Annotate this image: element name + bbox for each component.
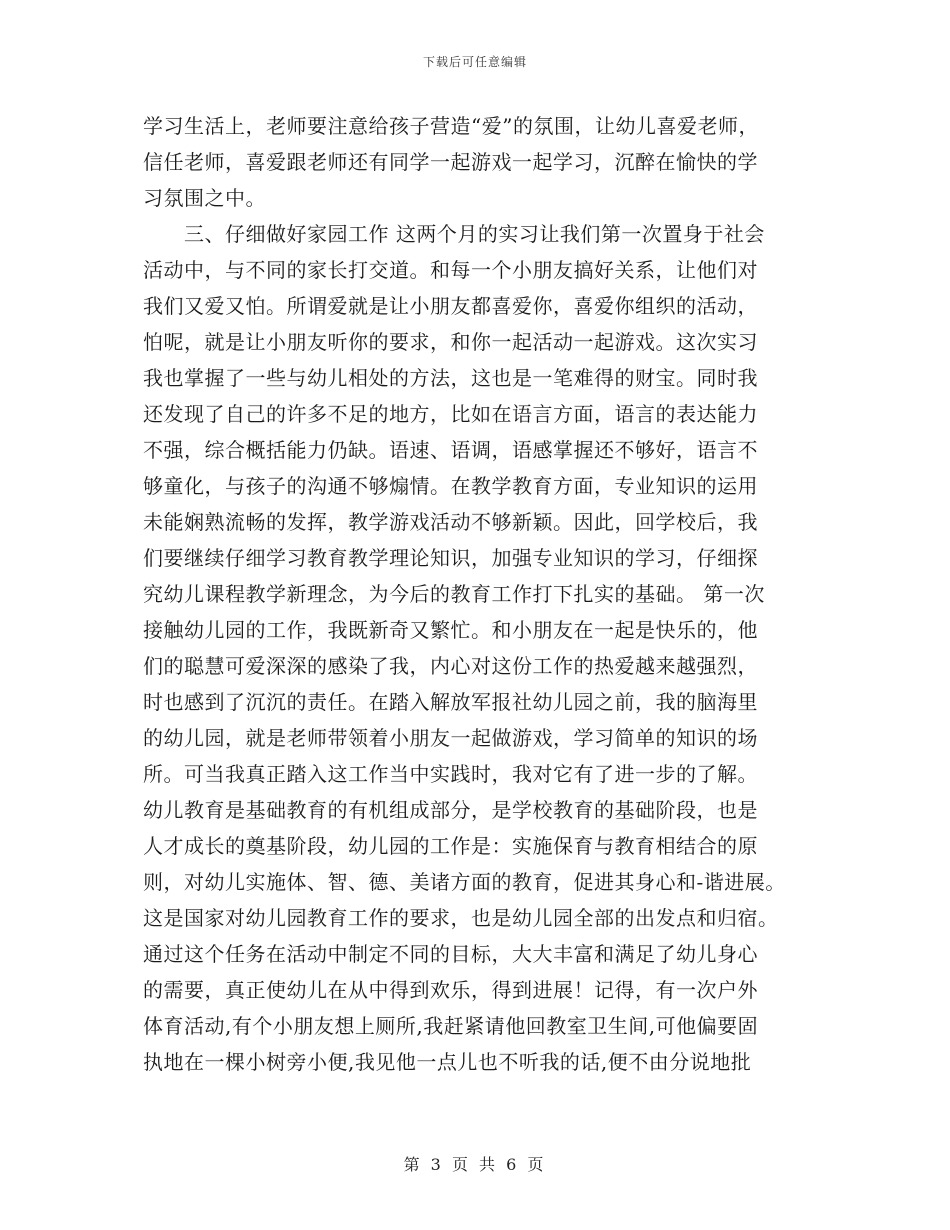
text-line: 够童化，与孩子的沟通不够煽情。在教学教育方面，专业知识的运用: [143, 474, 758, 498]
text-line: 这是国家对幼儿园教育工作的要求，也是幼儿园全部的出发点和归宿。: [143, 906, 779, 930]
text-line: 我们又爱又怕。所谓爱就是让小朋友都喜爱你，喜爱你组织的活动，: [143, 294, 758, 318]
text-line: 体育活动,有个小朋友想上厕所,我赶紧请他回教室卫生间,可他偏要固: [143, 1014, 759, 1038]
text-line: 活动中，与不同的家长打交道。和每一个小朋友搞好关系，让他们对: [143, 258, 758, 282]
page-header: 下载后可任意编辑: [422, 55, 527, 69]
text-line: 的幼儿园，就是老师带领着小朋友一起做游戏，学习简单的知识的场: [143, 726, 758, 750]
text-line: 学习生活上，老师要注意给孩子营造“爱”的氛围，让幼儿喜爱老师，: [143, 114, 759, 138]
text-line: 三、仔细做好家园工作 这两个月的实习让我们第一次置身于社会: [143, 222, 765, 246]
text-line: 还发现了自己的许多不足的地方，比如在语言方面，语言的表达能力: [143, 402, 758, 426]
text-line: 时也感到了沉沉的责任。在踏入解放军报社幼儿园之前，我的脑海里: [143, 690, 758, 714]
text-line: 所。可当我真正踏入这工作当中实践时，我对它有了进一步的了解。: [143, 762, 758, 786]
text-line: 未能娴熟流畅的发挥，教学游戏活动不够新颖。因此，回学校后，我: [143, 510, 758, 534]
text-line: 信任老师，喜爱跟老师还有同学一起游戏一起学习，沉醉在愉快的学: [143, 150, 758, 174]
body-text: [143, 108, 823, 1080]
text-line: 我也掌握了一些与幼儿相处的方法，这也是一笔难得的财宝。同时我: [143, 366, 758, 390]
text-line: 接触幼儿园的工作，我既新奇又繁忙。和小朋友在一起是快乐的，他: [143, 618, 758, 642]
text-line: 的需要，真正使幼儿在从中得到欢乐，得到进展！记得，有一次户外: [143, 978, 758, 1002]
text-line: 则，对幼儿实施体、智、德、美诸方面的教育，促进其身心和-谐进展。: [143, 870, 786, 894]
page-footer: 第 3 页 共 6 页: [403, 1155, 547, 1174]
text-line: 怕呢，就是让小朋友听你的要求，和你一起活动一起游戏。这次实习: [143, 330, 758, 354]
text-line: 幼儿教育是基础教育的有机组成部分，是学校教育的基础阶段，也是: [143, 798, 758, 822]
text-line: 习氛围之中。: [143, 186, 266, 210]
text-line: 们的聪慧可爱深深的感染了我，内心对这份工作的热爱越来越强烈，: [143, 654, 758, 678]
text-line: 们要继续仔细学习教育教学理论知识，加强专业知识的学习，仔细探: [143, 546, 758, 570]
text-line: 不强，综合概括能力仍缺。语速、语调，语感掌握还不够好，语言不: [143, 438, 758, 462]
text-line: 通过这个任务在活动中制定不同的目标，大大丰富和满足了幼儿身心: [143, 942, 758, 966]
text-line: 究幼儿课程教学新理念，为今后的教育工作打下扎实的基础。 第一次: [143, 582, 765, 606]
text-line: 执地在一棵小树旁小便,我见他一点儿也不听我的话,便不由分说地批: [143, 1050, 752, 1074]
text-line: 人才成长的奠基阶段，幼儿园的工作是：实施保育与教育相结合的原: [143, 834, 758, 858]
